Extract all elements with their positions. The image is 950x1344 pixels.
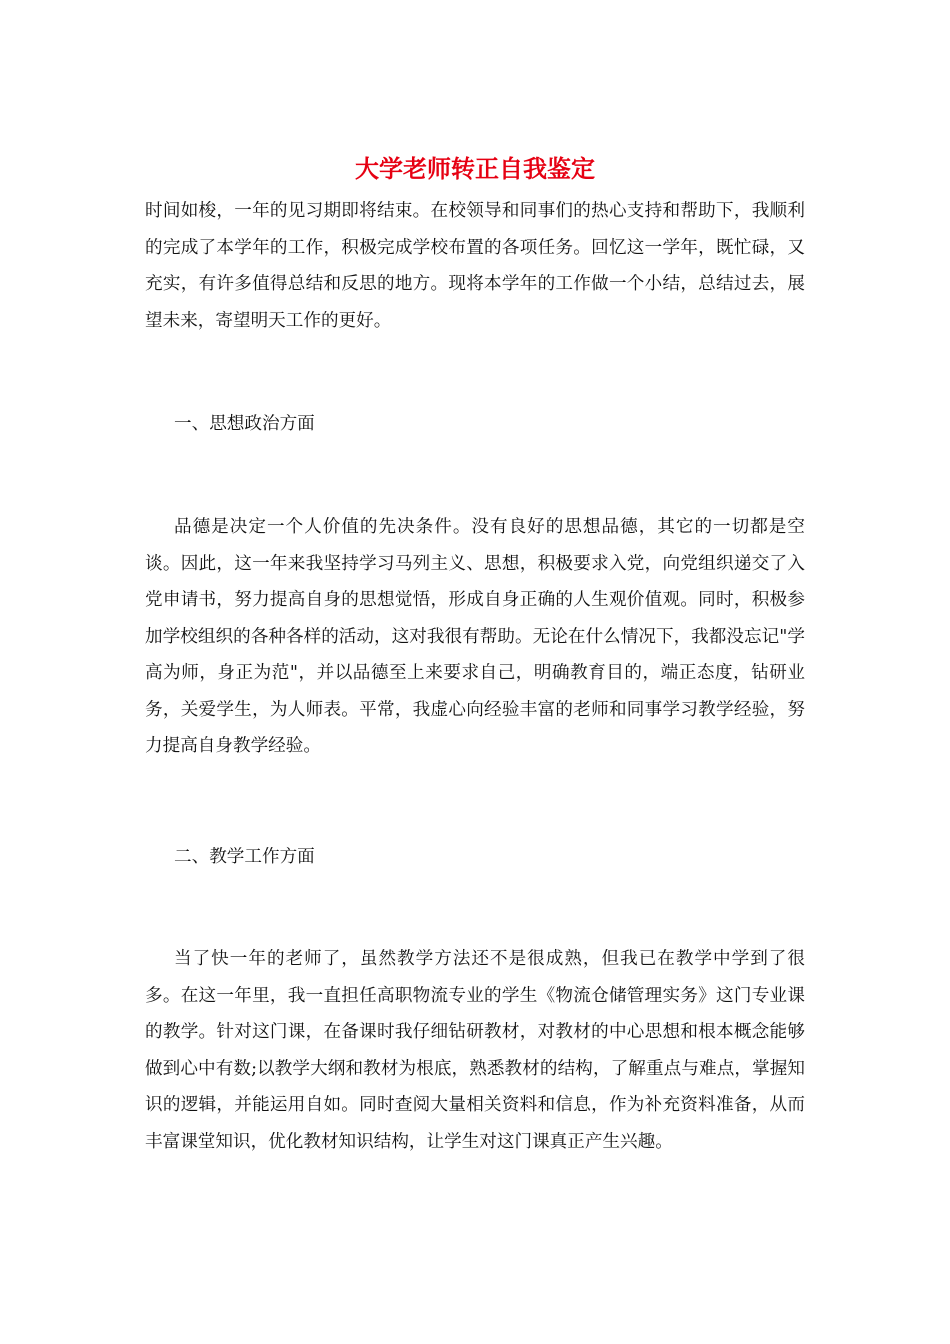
intro-paragraph: 时间如梭，一年的见习期即将结束。在校领导和同事们的热心支持和帮助下，我顺利的完成了本学年的工作，积极完成学校布置的各项任务。回忆这一学年，既忙碌，又充实，有许多值得总结和反思的地方。现将本学年的工作做一个小结，总结过去，展望未来，寄望明天工作的更好。 [145, 201, 805, 331]
section-paragraph-teaching: 当了快一年的老师了，虽然教学方法还不是很成熟，但我已在教学中学到了很多。在这一年里，我一直担任高职物流专业的学生《物流仓储管理实务》这门专业课的教学。针对这门课，在备课时我仔细钻研教材，对教材的中心思想和根本概念能够做到心中有数;以教学大纲和教材为根底，熟悉教材的结构，了解重点与难点，掌握知识的逻辑，并能运用自如。同时查阅大量相关资料和信息，作为补充资料准备，从而丰富课堂知识，优化教材知识结构，让学生对这门课真正产生兴趣。 [145, 949, 805, 1152]
section-heading-political: 一、思想政治方面 [174, 414, 315, 434]
document-title: 大学老师转正自我鉴定 [355, 154, 595, 183]
section-paragraph-political: 品德是决定一个人价值的先决条件。没有良好的思想品德，其它的一切都是空谈。因此，这一年来我坚持学习马列主义、思想，积极要求入党，向党组织递交了入党申请书，努力提高自身的思想觉悟，形成自身正确的人生观价值观。同时，积极参加学校组织的各种各样的活动，这对我很有帮助。无论在什么情况下，我都没忘记"学高为师，身正为范"，并以品德至上来要求自己，明确教育目的，端正态度，钻研业务，关爱学生，为人师表。平常，我虚心向经验丰富的老师和同事学习教学经验，努力提高自身教学经验。 [145, 517, 805, 756]
section-heading-teaching: 二、教学工作方面 [174, 847, 315, 867]
